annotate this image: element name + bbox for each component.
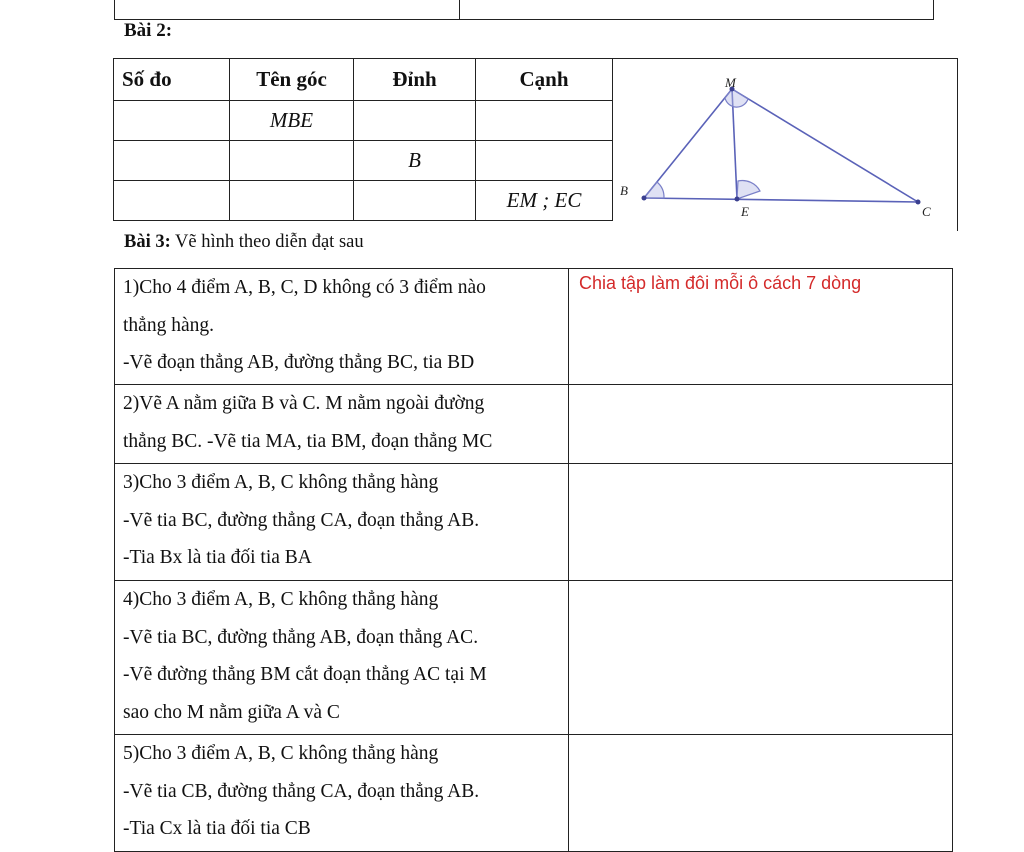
label-B: B — [620, 183, 628, 198]
exercise-line: -Tia Bx là tia đối tia BA — [123, 547, 312, 568]
point-B — [642, 196, 647, 201]
table-row — [115, 464, 953, 581]
exercise-5 — [115, 735, 569, 852]
angle-mark-E — [737, 181, 760, 199]
bai3-heading — [124, 232, 364, 253]
bai3-table — [114, 268, 953, 852]
exercise-line: -Vẽ đường thẳng BM cắt đoạn thẳng AC tại M — [123, 664, 487, 685]
label-E: E — [741, 204, 749, 219]
table-row — [115, 269, 953, 385]
table-row — [115, 581, 953, 735]
header-ten-goc: Tên góc — [230, 59, 354, 101]
bai2-heading: Bài 2: — [124, 20, 173, 41]
table-cell[interactable]: EM ; EC — [476, 181, 613, 221]
answer-cell-3[interactable] — [569, 464, 953, 581]
exercise-line: -Tia Cx là tia đối tia CB — [123, 818, 311, 839]
answer-cell-1[interactable] — [569, 269, 953, 385]
exercise-3 — [115, 464, 569, 581]
table-cell[interactable]: MBE — [230, 101, 354, 141]
header-so-do: Số đo — [114, 59, 230, 101]
answer-cell-5[interactable] — [569, 735, 953, 852]
bai3-heading-text: Vẽ hình theo diễn đạt sau — [170, 232, 364, 252]
exercise-line: -Vẽ tia BC, đường thẳng CA, đoạn thẳng AB. — [123, 509, 480, 531]
header-canh: Cạnh — [476, 59, 613, 101]
exercise-4 — [115, 581, 569, 735]
exercise-line: thẳng BC. -Vẽ tia MA, tia BM, đoạn thẳng MC — [123, 430, 493, 452]
point-C — [916, 200, 921, 205]
segment-BC — [644, 198, 918, 202]
exercise-line: -Vẽ tia BC, đường thẳng AB, đoạn thẳng AC. — [123, 626, 479, 648]
answer-cell-4[interactable] — [569, 581, 953, 735]
exercise-line: -Vẽ tia CB, đường thẳng CA, đoạn thẳng AB. — [123, 780, 480, 802]
exercise-line: thẳng hàng. — [123, 314, 214, 336]
triangle-figure-box — [602, 58, 958, 231]
bai3-heading-label: Bài 3: — [124, 232, 171, 252]
note-text: Chia tập làm đôi mỗi ô cách 7 dòng — [579, 273, 862, 293]
table-row — [115, 735, 953, 852]
answer-cell-2[interactable] — [569, 385, 953, 464]
exercise-line: 3)Cho 3 điểm A, B, C không thẳng hàng — [123, 472, 439, 493]
exercise-2 — [115, 385, 569, 464]
exercise-line: sao cho M nằm giữa A và C — [123, 701, 340, 723]
exercise-line: 2)Vẽ A nằm giữa B và C. M nằm ngoài đường — [123, 393, 485, 414]
label-M: M — [725, 75, 736, 90]
exercise-line: -Vẽ đoạn thẳng AB, đường thẳng BC, tia BD — [123, 352, 475, 373]
exercise-line: 4)Cho 3 điểm A, B, C không thẳng hàng — [123, 589, 439, 610]
exercise-line: 5)Cho 3 điểm A, B, C không thẳng hàng — [123, 743, 439, 764]
label-C: C — [922, 204, 931, 219]
point-E — [735, 197, 740, 202]
table-row — [115, 385, 953, 464]
segment-MC — [732, 89, 918, 202]
angle-mark-M — [725, 89, 748, 107]
exercise-line: 1)Cho 4 điểm A, B, C, D không có 3 điểm nào — [123, 277, 486, 298]
table-cell[interactable]: B — [354, 141, 476, 181]
header-dinh: Đỉnh — [354, 59, 476, 101]
exercise-1 — [115, 269, 569, 385]
